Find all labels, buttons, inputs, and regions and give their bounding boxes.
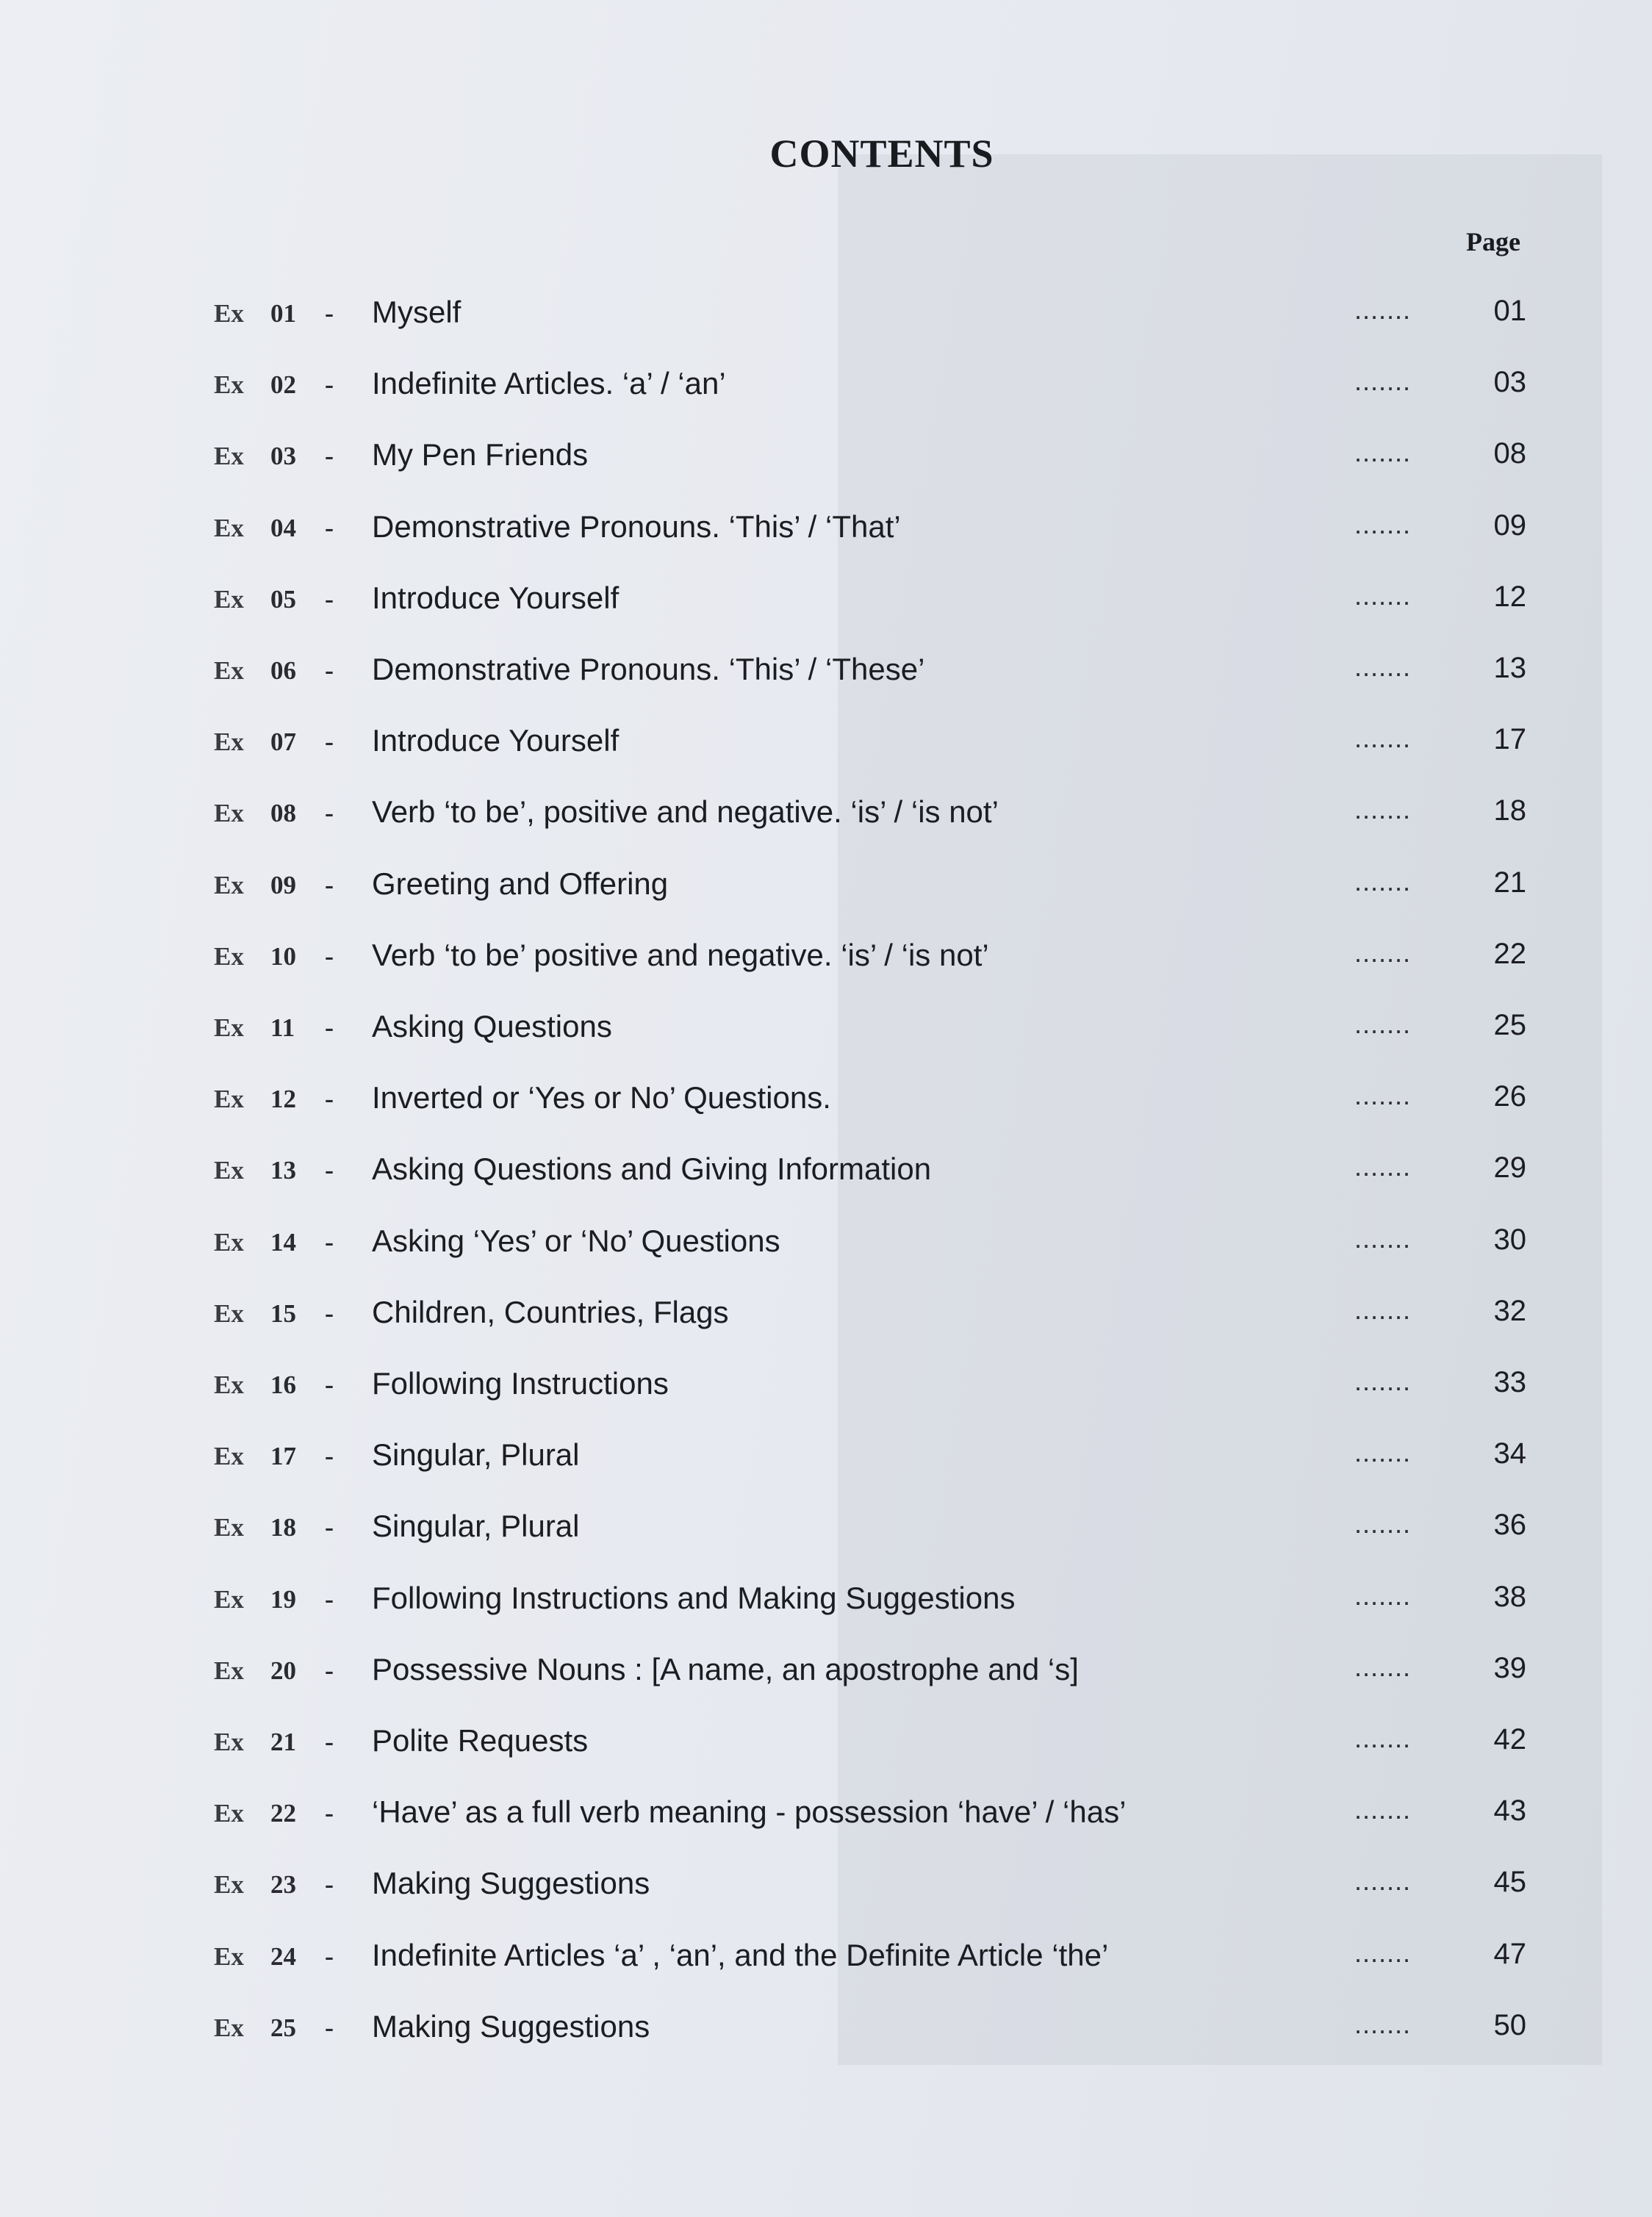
entry-separator: - (325, 1298, 334, 1328)
entry-page-number: 21 (1493, 866, 1526, 899)
entry-title: Asking Questions (372, 1009, 612, 1043)
entry-title: Singular, Plural (372, 1437, 580, 1473)
entry-page-number: 25 (1493, 1009, 1526, 1041)
toc-entry (0, 713, 1652, 772)
dot-leader: ....... (1354, 1866, 1412, 1897)
entry-number: 15 (270, 1298, 296, 1328)
entry-number: 18 (270, 1513, 296, 1542)
dot-leader: ....... (1354, 1437, 1412, 1468)
entry-title: Indefinite Articles. ‘a’ / ‘an’ (372, 366, 726, 401)
entry-number: 08 (270, 799, 296, 828)
entry-page-number: 32 (1493, 1294, 1526, 1327)
entry-title: Verb ‘to be’, positive and negative. ‘is’ / ‘is not’ (372, 794, 999, 830)
toc-entry (0, 856, 1652, 915)
entry-number: 03 (270, 442, 296, 471)
dot-leader: ....... (1354, 1080, 1412, 1111)
entry-number: 13 (270, 1156, 296, 1185)
entry-separator: - (325, 1226, 334, 1257)
entry-separator: - (325, 1084, 334, 1114)
entry-label: Ex (214, 941, 244, 971)
entry-number: 24 (270, 1941, 296, 1971)
entry-separator: - (325, 1655, 334, 1685)
toc-entry (0, 1141, 1652, 1200)
entry-number: 02 (270, 370, 296, 400)
entry-title: Introduce Yourself (372, 723, 620, 758)
entry-label: Ex (214, 2013, 244, 2042)
toc-entry (0, 1356, 1652, 1415)
entry-title: Following Instructions (372, 1366, 669, 1401)
entry-title: Demonstrative Pronouns. ‘This’ / ‘These’ (372, 652, 925, 686)
entry-page-number: 50 (1493, 2008, 1526, 2041)
entry-separator: - (325, 512, 334, 542)
dot-leader: ....... (1354, 1294, 1412, 1325)
page-column-header: Page (1466, 227, 1520, 256)
entry-title: Greeting and Offering (372, 866, 669, 901)
entry-title: Singular, Plural (372, 1509, 580, 1544)
entry-separator: - (325, 441, 334, 471)
entry-page-number: 39 (1493, 1651, 1526, 1684)
toc-entry (0, 356, 1652, 414)
entry-label: Ex (214, 1013, 244, 1042)
dot-leader: ....... (1354, 580, 1412, 611)
entry-page-number: 34 (1493, 1437, 1526, 1470)
entry-label: Ex (214, 1442, 244, 1471)
toc-entry (0, 642, 1652, 700)
toc-entry (0, 1570, 1652, 1629)
entry-label: Ex (214, 442, 244, 471)
entry-label: Ex (214, 1799, 244, 1828)
entry-page-number: 45 (1493, 1866, 1526, 1899)
toc-entry (0, 570, 1652, 629)
entry-label: Ex (214, 1728, 244, 1756)
entry-title: Making Suggestions (372, 1866, 650, 1901)
entry-title: Asking ‘Yes’ or ‘No’ Questions (372, 1223, 780, 1258)
dot-leader: ....... (1354, 1223, 1412, 1254)
entry-page-number: 38 (1493, 1580, 1526, 1613)
toc-entry (0, 284, 1652, 343)
toc-entry (0, 1855, 1652, 1914)
dot-leader: ....... (1354, 1366, 1412, 1396)
entry-number: 10 (270, 941, 296, 971)
entry-label: Ex (214, 299, 244, 328)
entry-separator: - (325, 583, 334, 614)
dot-leader: ....... (1354, 1651, 1412, 1682)
toc-entry (0, 1784, 1652, 1843)
entry-number: 04 (270, 513, 296, 542)
entry-separator: - (325, 1155, 334, 1185)
entry-label: Ex (214, 370, 244, 400)
entry-number: 17 (270, 1442, 296, 1471)
dot-leader: ....... (1354, 1509, 1412, 1539)
toc-entry (0, 1213, 1652, 1272)
entry-separator: - (325, 370, 334, 400)
dot-leader: ....... (1354, 1937, 1412, 1968)
entry-number: 12 (270, 1085, 296, 1114)
toc-entry (0, 1713, 1652, 1772)
entry-label: Ex (214, 870, 244, 899)
dot-leader: ....... (1354, 723, 1412, 754)
toc-entry (0, 927, 1652, 986)
entry-page-number: 08 (1493, 437, 1526, 470)
dot-leader: ....... (1354, 1151, 1412, 1182)
entry-label: Ex (214, 513, 244, 542)
entry-page-number: 17 (1493, 723, 1526, 756)
entry-title: Demonstrative Pronouns. ‘This’ / ‘That’ (372, 509, 901, 544)
dot-leader: ....... (1354, 295, 1412, 325)
entry-label: Ex (214, 1656, 244, 1685)
entry-number: 11 (270, 1013, 295, 1042)
entry-separator: - (325, 1370, 334, 1399)
entry-separator: - (325, 298, 334, 328)
entry-number: 05 (270, 584, 296, 614)
entry-separator: - (325, 1727, 334, 1756)
entry-page-number: 42 (1493, 1723, 1526, 1756)
entry-separator: - (325, 2012, 334, 2042)
dot-leader: ....... (1354, 794, 1412, 825)
dot-leader: ....... (1354, 1009, 1412, 1039)
entry-label: Ex (214, 1584, 244, 1614)
entry-separator: - (325, 655, 334, 685)
entry-title: Indefinite Articles ‘a’ , ‘an’, and the Definite Article ‘the’ (372, 1937, 1109, 1972)
toc-entry (0, 1284, 1652, 1343)
entry-label: Ex (214, 584, 244, 614)
entry-separator: - (325, 1584, 334, 1614)
entry-number: 21 (270, 1728, 296, 1756)
dot-leader: ....... (1354, 937, 1412, 968)
entry-separator: - (325, 941, 334, 971)
entry-page-number: 01 (1493, 295, 1526, 327)
entry-separator: - (325, 869, 334, 899)
entry-page-number: 30 (1493, 1223, 1526, 1256)
entry-separator: - (325, 1798, 334, 1828)
entry-title: Introduce Yourself (372, 580, 620, 615)
toc-entry (0, 784, 1652, 843)
entry-page-number: 13 (1493, 652, 1526, 684)
toc-entry (0, 1427, 1652, 1486)
toc-entry (0, 1642, 1652, 1700)
entry-label: Ex (214, 799, 244, 828)
entry-label: Ex (214, 1941, 244, 1971)
toc-entry (0, 427, 1652, 486)
dot-leader: ....... (1354, 509, 1412, 539)
dot-leader: ....... (1354, 437, 1412, 468)
entry-title: Inverted or ‘Yes or No’ Questions. (372, 1080, 831, 1115)
entry-title: Possessive Nouns : [A name, an apostrophe and ‘s] (372, 1651, 1079, 1686)
entry-title: Polite Requests (372, 1723, 589, 1758)
entry-number: 22 (270, 1799, 296, 1828)
entry-label: Ex (214, 1870, 244, 1900)
entry-page-number: 18 (1493, 794, 1526, 827)
entry-number: 16 (270, 1370, 296, 1399)
toc-entry (0, 1498, 1652, 1557)
toc-entry (0, 1927, 1652, 1986)
entry-title: Asking Questions and Giving Information (372, 1151, 932, 1187)
entry-title: ‘Have’ as a full verb meaning - possession ‘have’ / ‘has’ (372, 1794, 1127, 1830)
entry-number: 19 (270, 1584, 296, 1614)
entry-separator: - (325, 1512, 334, 1542)
entry-number: 09 (270, 870, 296, 899)
dot-leader: ....... (1354, 1580, 1412, 1611)
dot-leader: ....... (1354, 866, 1412, 896)
entry-separator: - (325, 798, 334, 828)
entry-label: Ex (214, 1156, 244, 1185)
entry-page-number: 09 (1493, 509, 1526, 542)
entry-separator: - (325, 1869, 334, 1900)
entry-title: Verb ‘to be’ positive and negative. ‘is’ / ‘is not’ (372, 937, 989, 972)
entry-number: 07 (270, 727, 296, 757)
toc-entry (0, 499, 1652, 558)
entry-page-number: 22 (1493, 937, 1526, 970)
entry-number: 25 (270, 2013, 296, 2042)
entry-label: Ex (214, 1513, 244, 1542)
entry-page-number: 26 (1493, 1080, 1526, 1113)
entry-label: Ex (214, 656, 244, 685)
entry-title: Following Instructions and Making Suggestions (372, 1580, 1016, 1615)
dot-leader: ....... (1354, 366, 1412, 397)
entry-number: 20 (270, 1656, 296, 1685)
entry-number: 14 (270, 1227, 296, 1257)
contents-heading: CONTENTS (769, 132, 994, 176)
entry-title: Making Suggestions (372, 2008, 650, 2044)
entry-number: 06 (270, 656, 296, 685)
entry-page-number: 03 (1493, 366, 1526, 399)
dot-leader: ....... (1354, 2008, 1412, 2039)
entry-separator: - (325, 1441, 334, 1471)
entry-label: Ex (214, 1298, 244, 1328)
entry-number: 23 (270, 1870, 296, 1900)
entry-separator: - (325, 1941, 334, 1971)
toc-entry (0, 999, 1652, 1057)
toc-entry (0, 1999, 1652, 2058)
entry-number: 01 (270, 299, 296, 328)
entry-page-number: 12 (1493, 580, 1526, 613)
toc-entry (0, 1070, 1652, 1129)
entry-label: Ex (214, 1370, 244, 1399)
dot-leader: ....... (1354, 652, 1412, 682)
entry-label: Ex (214, 1227, 244, 1257)
entry-title: My Pen Friends (372, 437, 589, 472)
entry-page-number: 36 (1493, 1509, 1526, 1542)
entry-title: Myself (372, 295, 462, 329)
dot-leader: ....... (1354, 1723, 1412, 1753)
entry-page-number: 33 (1493, 1366, 1526, 1398)
entry-page-number: 47 (1493, 1937, 1526, 1970)
entry-title: Children, Countries, Flags (372, 1294, 729, 1329)
entry-separator: - (325, 727, 334, 757)
entry-page-number: 29 (1493, 1151, 1526, 1185)
entry-separator: - (325, 1013, 334, 1042)
entry-label: Ex (214, 1085, 244, 1114)
entry-page-number: 43 (1493, 1794, 1526, 1828)
entry-label: Ex (214, 727, 244, 757)
dot-leader: ....... (1354, 1794, 1412, 1825)
